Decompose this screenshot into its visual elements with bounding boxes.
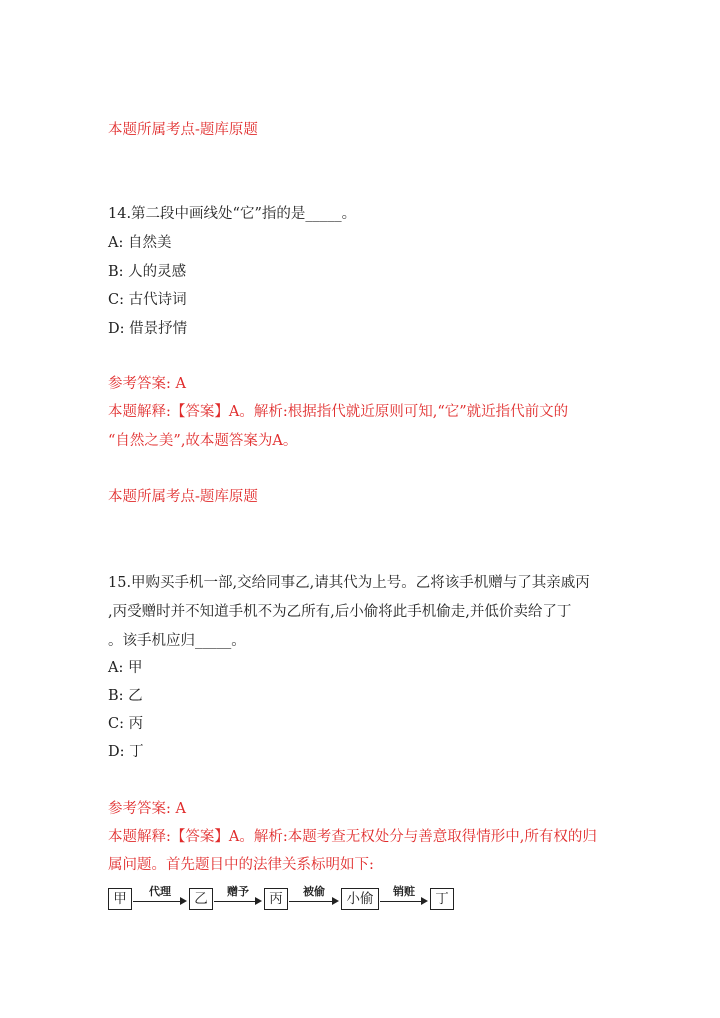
q15-option-d: D: 丁 bbox=[108, 744, 144, 760]
edge-fence-label: 销赃 bbox=[393, 885, 415, 898]
node-ding: 丁 bbox=[430, 888, 454, 910]
question-15-stem-line-3: 。该手机应归_____。 bbox=[108, 633, 246, 649]
arrow-head-icon bbox=[255, 897, 262, 905]
q14-explanation-line-1: 本题解释:【答案】A。解析:根据指代就近原则可知,“它”就近指代前文的 bbox=[108, 404, 569, 420]
q14-source-note: 本题所属考点-题库原题 bbox=[108, 489, 258, 505]
arrow-head-icon bbox=[180, 897, 187, 905]
q15-option-a: A: 甲 bbox=[108, 660, 143, 676]
question-15-stem-line-2: ,丙受赠时并不知道手机不为乙所有,后小偷将此手机偷走,并低价卖给了丁 bbox=[108, 604, 572, 620]
q14-option-c: C: 古代诗词 bbox=[108, 292, 187, 308]
node-yi: 乙 bbox=[189, 888, 213, 910]
q15-answer: 参考答案: A bbox=[108, 801, 186, 817]
node-thief: 小偷 bbox=[341, 888, 379, 910]
question-15-stem-line-1: 15.甲购买手机一部,交给同事乙,请其代为上号。乙将该手机赠与了其亲戚丙 bbox=[108, 575, 590, 591]
q14-explanation-line-2: “自然之美”,故本题答案为A。 bbox=[108, 433, 298, 449]
q15-explanation-line-1: 本题解释:【答案】A。解析:本题考查无权处分与善意取得情形中,所有权的归 bbox=[108, 829, 597, 845]
q15-explanation-line-2: 属问题。首先题目中的法律关系标明如下: bbox=[108, 857, 374, 873]
node-bing: 丙 bbox=[264, 888, 288, 910]
arrow-head-icon bbox=[332, 897, 339, 905]
edge-agency-arrow bbox=[133, 886, 187, 910]
legal-relationship-diagram bbox=[108, 886, 458, 914]
q14-option-d: D: 借景抒情 bbox=[108, 321, 188, 337]
q15-option-c: C: 丙 bbox=[108, 716, 144, 732]
q14-option-a: A: 自然美 bbox=[108, 235, 172, 251]
edge-stolen-arrow bbox=[289, 886, 339, 910]
edge-fence-arrow bbox=[380, 886, 428, 910]
q14-option-b: B: 人的灵感 bbox=[108, 264, 187, 280]
q14-answer: 参考答案: A bbox=[108, 376, 186, 392]
edge-gift-label: 赠予 bbox=[227, 885, 249, 898]
edge-gift-arrow bbox=[214, 886, 262, 910]
arrow-head-icon bbox=[421, 897, 428, 905]
edge-agency-label: 代理 bbox=[149, 885, 171, 898]
edge-stolen-label: 被偷 bbox=[303, 885, 325, 898]
question-14-stem: 14.第二段中画线处“它”指的是_____。 bbox=[108, 206, 357, 222]
source-note-top: 本题所属考点-题库原题 bbox=[108, 122, 258, 138]
node-jia: 甲 bbox=[108, 888, 132, 910]
q15-option-b: B: 乙 bbox=[108, 688, 143, 704]
